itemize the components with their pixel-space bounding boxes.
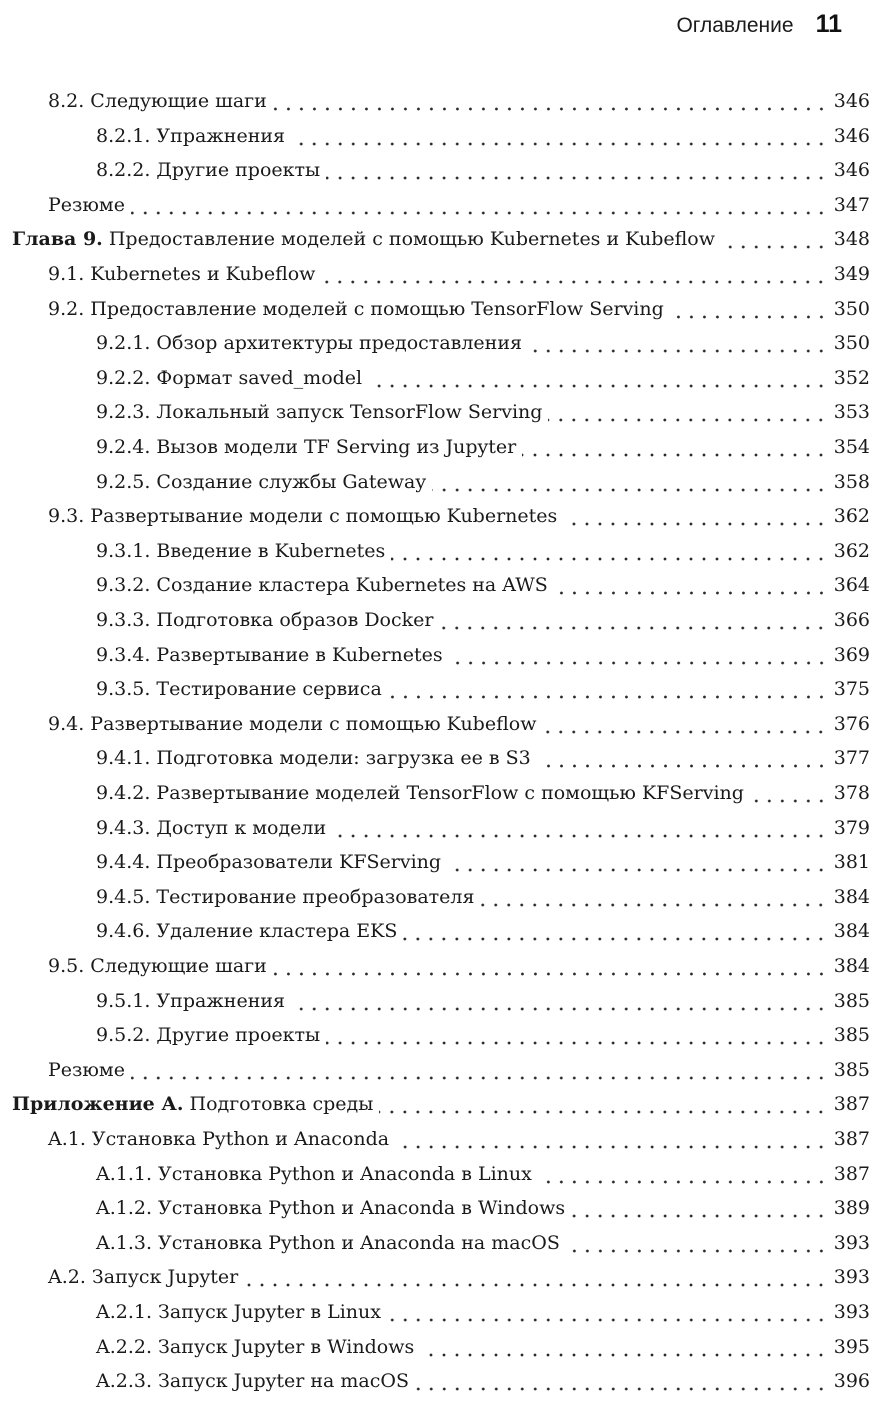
toc-entry-page: 349 bbox=[833, 263, 870, 285]
dot-leader bbox=[131, 1053, 828, 1087]
toc-entry-text: Подготовка среды bbox=[183, 1093, 374, 1115]
toc-entry-text: A.2.3. Запуск Jupyter на macOS bbox=[96, 1370, 409, 1392]
toc-entry[interactable] bbox=[0, 845, 870, 879]
toc-entry[interactable] bbox=[0, 1226, 870, 1260]
dot-leader bbox=[415, 1364, 828, 1398]
dot-leader bbox=[542, 707, 827, 741]
toc-entry-page: 350 bbox=[833, 332, 870, 354]
toc-entry-title bbox=[96, 1226, 560, 1260]
running-title: Оглавление bbox=[676, 14, 794, 37]
toc-entry[interactable] bbox=[0, 292, 870, 326]
toc-entry-page: 346 bbox=[833, 159, 870, 181]
toc-entry-text: A.1.1. Установка Python и Anaconda в Linux bbox=[96, 1163, 532, 1185]
toc-entry-page: 369 bbox=[833, 644, 870, 666]
toc-entry-text: Резюме bbox=[48, 1059, 125, 1081]
toc-entry-text: 9.4. Развертывание модели с помощью Kubeflow bbox=[48, 713, 537, 735]
toc-entry-text: 9.4.5. Тестирование преобразователя bbox=[96, 886, 475, 908]
dot-leader bbox=[480, 880, 827, 914]
toc-entry-text: Резюме bbox=[48, 194, 125, 216]
toc-entry-page: 393 bbox=[833, 1232, 870, 1254]
toc-entry-title bbox=[96, 326, 522, 360]
toc-entry-text: 9.5. Следующие шаги bbox=[48, 955, 267, 977]
toc-entry-title bbox=[48, 257, 315, 291]
toc-entry-page: 350 bbox=[833, 298, 870, 320]
dot-leader bbox=[548, 395, 827, 429]
toc-entry-title bbox=[96, 430, 516, 464]
page-number: 11 bbox=[815, 10, 842, 38]
toc-entry-text: 9.3.2. Создание кластера Kubernetes на AWS bbox=[96, 574, 548, 596]
dot-leader bbox=[326, 153, 828, 187]
dot-leader bbox=[332, 811, 828, 845]
toc-entry-page: 362 bbox=[833, 540, 870, 562]
dot-leader bbox=[291, 984, 828, 1018]
toc-entry[interactable] bbox=[0, 188, 870, 222]
toc-entry[interactable] bbox=[0, 776, 870, 810]
toc-entry[interactable] bbox=[0, 84, 870, 118]
toc-entry-page: 381 bbox=[833, 851, 870, 873]
toc-chapter-entry[interactable] bbox=[0, 1087, 870, 1121]
toc-entry-title bbox=[96, 361, 362, 395]
toc-entry-title bbox=[96, 1191, 565, 1225]
dot-leader bbox=[566, 1226, 828, 1260]
toc-entry[interactable] bbox=[0, 1364, 870, 1398]
dot-leader bbox=[554, 568, 828, 602]
toc-entry[interactable] bbox=[0, 949, 870, 983]
toc-entry[interactable] bbox=[0, 1191, 870, 1225]
dot-leader bbox=[420, 1330, 828, 1364]
dot-leader bbox=[538, 1157, 828, 1191]
toc-entry-text: 9.1. Kubernetes и Kubeflow bbox=[48, 263, 316, 285]
dot-leader bbox=[522, 430, 827, 464]
toc-entry-page: 387 bbox=[833, 1128, 870, 1150]
toc-entry-label: Глава 9. bbox=[12, 228, 103, 250]
toc-entry-title bbox=[96, 741, 531, 775]
toc-entry-text: 9.3.1. Введение в Kubernetes bbox=[96, 540, 386, 562]
dot-leader bbox=[563, 499, 827, 533]
toc-entry-text: 9.3.5. Тестирование сервиса bbox=[96, 678, 382, 700]
toc-entry-page: 385 bbox=[833, 990, 870, 1012]
toc-entry-page: 379 bbox=[833, 817, 870, 839]
dot-leader bbox=[670, 292, 828, 326]
toc-entry[interactable] bbox=[0, 430, 870, 464]
dot-leader bbox=[391, 534, 828, 568]
dot-leader bbox=[395, 1122, 828, 1156]
dot-leader bbox=[388, 672, 828, 706]
dot-leader bbox=[439, 603, 827, 637]
toc-entry[interactable] bbox=[0, 1018, 870, 1052]
toc-entry-title bbox=[96, 153, 320, 187]
dot-leader bbox=[321, 257, 827, 291]
toc-entry-page: 385 bbox=[833, 1024, 870, 1046]
toc-entry-text: 9.2. Предоставление моделей с помощью TensorFlow Serving bbox=[48, 298, 664, 320]
toc-entry-label: Приложение А. bbox=[12, 1093, 184, 1115]
toc-entry-page: 393 bbox=[833, 1301, 870, 1323]
toc-entry-title bbox=[96, 811, 326, 845]
toc-entry-page: 352 bbox=[833, 367, 870, 389]
toc-entry-title bbox=[48, 84, 267, 118]
toc-entry[interactable] bbox=[0, 1330, 870, 1364]
toc-entry-page: 346 bbox=[833, 125, 870, 147]
dot-leader bbox=[273, 84, 828, 118]
toc-entry-text: A.2.1. Запуск Jupyter в Linux bbox=[96, 1301, 381, 1323]
dot-leader bbox=[447, 845, 828, 879]
toc-entry-page: 384 bbox=[833, 920, 870, 942]
dot-leader bbox=[368, 361, 828, 395]
toc-entry-text: 9.2.2. Формат saved_model bbox=[96, 367, 363, 389]
dot-leader bbox=[291, 119, 828, 153]
dot-leader bbox=[721, 222, 828, 256]
toc-entry-title bbox=[12, 1087, 373, 1121]
dot-leader bbox=[244, 1260, 828, 1294]
toc-entry-page: 384 bbox=[833, 955, 870, 977]
toc-entry-title bbox=[96, 1157, 532, 1191]
toc-entry-text: 9.4.6. Удаление кластера EKS bbox=[96, 920, 398, 942]
toc-entry-text: 9.2.1. Обзор архитектуры предоставления bbox=[96, 332, 522, 354]
toc-entry-text: A.1.3. Установка Python и Anaconda на macOS bbox=[96, 1232, 560, 1254]
toc-entry[interactable] bbox=[0, 361, 870, 395]
toc-entry[interactable] bbox=[0, 257, 870, 291]
dot-leader bbox=[750, 776, 828, 810]
toc-entry-title bbox=[96, 534, 385, 568]
toc-entry-title bbox=[96, 776, 744, 810]
toc-entry[interactable] bbox=[0, 707, 870, 741]
toc-entry[interactable] bbox=[0, 1157, 870, 1191]
toc-entry-title bbox=[96, 638, 443, 672]
toc-entry-page: 396 bbox=[833, 1370, 870, 1392]
toc-entry-title bbox=[96, 880, 474, 914]
toc-entry-title bbox=[12, 222, 715, 256]
toc-entry-text: 9.5.1. Упражнения bbox=[96, 990, 286, 1012]
toc-entry[interactable] bbox=[0, 638, 870, 672]
toc-entry-title bbox=[96, 1330, 414, 1364]
toc-entry-text: 9.2.3. Локальный запуск TensorFlow Serving bbox=[96, 401, 543, 423]
toc-entry-page: 387 bbox=[833, 1163, 870, 1185]
toc-entry-text: 9.2.4. Вызов модели TF Serving из Jupyter bbox=[96, 436, 517, 458]
toc-entry-title bbox=[96, 1018, 320, 1052]
toc-entry-text: 9.4.2. Развертывание моделей TensorFlow с помощью KFServing bbox=[96, 782, 744, 804]
dot-leader bbox=[537, 741, 828, 775]
toc-entry-title bbox=[96, 672, 382, 706]
dot-leader bbox=[326, 1018, 828, 1052]
toc-entry-text: 9.2.5. Создание службы Gateway bbox=[96, 471, 427, 493]
toc-entry[interactable] bbox=[0, 1122, 870, 1156]
toc-entry[interactable] bbox=[0, 465, 870, 499]
toc-entry-text: A.1.2. Установка Python и Anaconda в Windows bbox=[96, 1197, 566, 1219]
toc-entry[interactable] bbox=[0, 603, 870, 637]
toc-entry[interactable] bbox=[0, 984, 870, 1018]
toc-entry-text: Предоставление моделей с помощью Kubernetes и Kubeflow bbox=[102, 228, 715, 250]
toc-entry[interactable] bbox=[0, 914, 870, 948]
toc-entry-page: 389 bbox=[833, 1197, 870, 1219]
toc-entry-page: 364 bbox=[833, 574, 870, 596]
toc-entry-text: 9.3.4. Развертывание в Kubernetes bbox=[96, 644, 443, 666]
toc-entry-text: 9.3.3. Подготовка образов Docker bbox=[96, 609, 434, 631]
toc-chapter-entry[interactable] bbox=[0, 222, 870, 256]
toc-entry-text: 9.4.1. Подготовка модели: загрузка ее в S3 bbox=[96, 747, 531, 769]
toc-entry-title bbox=[96, 119, 285, 153]
toc-entry-page: 362 bbox=[833, 505, 870, 527]
toc-entry-text: A.2.2. Запуск Jupyter в Windows bbox=[96, 1336, 415, 1358]
toc-entry-title bbox=[48, 188, 125, 222]
dot-leader bbox=[571, 1191, 828, 1225]
toc-entry-text: 8.2.2. Другие проекты bbox=[96, 159, 321, 181]
toc-entry-page: 346 bbox=[833, 90, 870, 112]
dot-leader bbox=[528, 326, 828, 360]
toc-entry[interactable] bbox=[0, 811, 870, 845]
toc-entry-title bbox=[48, 1053, 125, 1087]
toc-entry-page: 376 bbox=[833, 713, 870, 735]
toc-entry[interactable] bbox=[0, 568, 870, 602]
dot-leader bbox=[379, 1087, 827, 1121]
dot-leader bbox=[449, 638, 828, 672]
dot-leader bbox=[403, 914, 827, 948]
toc-entry[interactable] bbox=[0, 395, 870, 429]
toc-entry-title bbox=[96, 465, 426, 499]
toc-entry[interactable] bbox=[0, 741, 870, 775]
toc-entry[interactable] bbox=[0, 1053, 870, 1087]
toc-entry-page: 393 bbox=[833, 1266, 870, 1288]
toc-entry-page: 378 bbox=[833, 782, 870, 804]
toc-entry-title bbox=[48, 1122, 389, 1156]
toc-entry-title bbox=[96, 1295, 381, 1329]
dot-leader bbox=[387, 1295, 828, 1329]
toc-entry-page: 353 bbox=[833, 401, 870, 423]
toc-entry-page: 358 bbox=[833, 471, 870, 493]
dot-leader bbox=[432, 465, 828, 499]
toc-entry-page: 348 bbox=[833, 228, 870, 250]
dot-leader bbox=[273, 949, 828, 983]
toc-entry-text: 9.4.3. Доступ к модели bbox=[96, 817, 327, 839]
toc-entry-title bbox=[96, 914, 397, 948]
toc-entry-text: 8.2.1. Упражнения bbox=[96, 125, 286, 147]
toc-entry-page: 347 bbox=[833, 194, 870, 216]
toc-entry-page: 375 bbox=[833, 678, 870, 700]
dot-leader bbox=[131, 188, 828, 222]
toc-entry[interactable] bbox=[0, 534, 870, 568]
toc-entry-title bbox=[96, 603, 433, 637]
toc-entry[interactable] bbox=[0, 326, 870, 360]
toc-entry-page: 395 bbox=[833, 1336, 870, 1358]
toc-entry-page: 387 bbox=[833, 1093, 870, 1115]
toc-entry[interactable] bbox=[0, 119, 870, 153]
toc-entry-title bbox=[96, 1364, 409, 1398]
toc-entry[interactable] bbox=[0, 153, 870, 187]
toc-entry-page: 354 bbox=[833, 436, 870, 458]
toc-entry-title bbox=[96, 984, 285, 1018]
toc-entry-title bbox=[96, 568, 548, 602]
toc-entry-text: 9.5.2. Другие проекты bbox=[96, 1024, 321, 1046]
toc-entry[interactable] bbox=[0, 499, 870, 533]
toc-entry[interactable] bbox=[0, 1295, 870, 1329]
toc-entry[interactable] bbox=[0, 880, 870, 914]
toc-entry-page: 366 bbox=[833, 609, 870, 631]
running-head bbox=[676, 10, 842, 39]
toc-entry-title bbox=[48, 292, 664, 326]
toc-entry-text: A.1. Установка Python и Anaconda bbox=[48, 1128, 390, 1150]
toc-entry-text: 8.2. Следующие шаги bbox=[48, 90, 267, 112]
toc-entry-title bbox=[48, 707, 536, 741]
toc-entry-page: 384 bbox=[833, 886, 870, 908]
toc-entry-title bbox=[96, 845, 441, 879]
toc-entry-page: 385 bbox=[833, 1059, 870, 1081]
toc-entry[interactable] bbox=[0, 672, 870, 706]
toc-entry-text: 9.4.4. Преобразователи KFServing bbox=[96, 851, 442, 873]
toc-entry-text: A.2. Запуск Jupyter bbox=[48, 1266, 239, 1288]
toc-entry-title bbox=[48, 1260, 238, 1294]
toc-entry-title bbox=[48, 949, 267, 983]
toc-entry-text: 9.3. Развертывание модели с помощью Kubernetes bbox=[48, 505, 558, 527]
toc-entry-title bbox=[48, 499, 557, 533]
toc-entry-title bbox=[96, 395, 542, 429]
toc-entry[interactable] bbox=[0, 1260, 870, 1294]
toc-entry-page: 377 bbox=[833, 747, 870, 769]
